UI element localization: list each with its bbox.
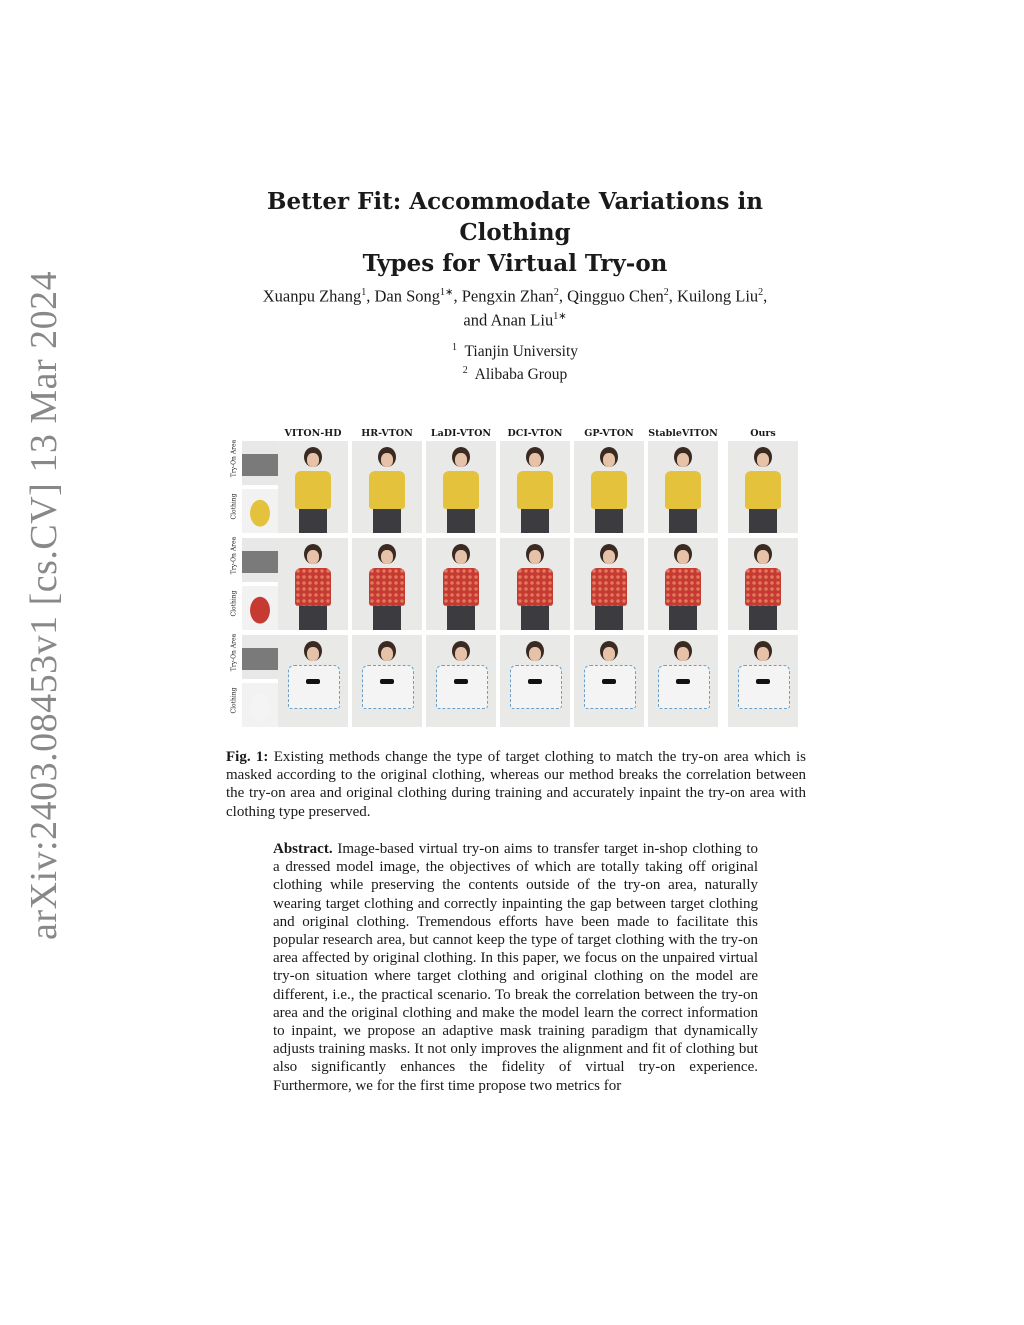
clothing-thumbnail (242, 586, 278, 630)
result-image (278, 441, 348, 533)
result-image (648, 635, 718, 727)
garment (591, 568, 627, 606)
pants (595, 509, 623, 533)
garment (436, 665, 488, 709)
model-face (307, 453, 319, 467)
pants (373, 509, 401, 533)
logo-mark (454, 679, 468, 684)
row-label: Clothing (230, 687, 238, 714)
model-face (677, 647, 689, 661)
title-line-2: Types for Virtual Try-on (362, 250, 668, 277)
model-face (455, 550, 467, 564)
affiliations (300, 338, 730, 384)
garment (745, 568, 781, 606)
row-label: Try-On Area (230, 536, 238, 575)
model-face (603, 453, 615, 467)
title-line-1: Better Fit: Accommodate Variations in Clothing (267, 188, 763, 246)
result-image (278, 538, 348, 630)
author-joiner: and (463, 310, 488, 329)
model-face (603, 647, 615, 661)
model-face (307, 647, 319, 661)
figure-caption (226, 748, 806, 821)
column-header: GP-VTON (584, 428, 634, 439)
garment (738, 665, 790, 709)
result-image (728, 635, 798, 727)
garment (517, 471, 553, 509)
result-image (574, 635, 644, 727)
caption-text: Existing methods change the type of target clothing to match the try-on area which is masked according to the original clothing, whereas our method breaks the correlation between the try-on area and original clothing during training and accurately inpaint the try-on area with clothing type preserved. (226, 749, 806, 820)
result-image (728, 441, 798, 533)
figure-1-image-grid (226, 428, 806, 731)
garment (369, 568, 405, 606)
model-face (757, 453, 769, 467)
model-face (529, 647, 541, 661)
pants (749, 606, 777, 630)
model-face (529, 550, 541, 564)
try-on-area-thumbnail (242, 635, 278, 679)
pants (299, 509, 327, 533)
pants (669, 509, 697, 533)
pants (373, 606, 401, 630)
result-image (352, 635, 422, 727)
result-image (500, 441, 570, 533)
affiliation-sup: 1 (451, 342, 457, 353)
garment (295, 471, 331, 509)
author-sup: 2 (553, 287, 559, 298)
result-image (426, 441, 496, 533)
pants (669, 606, 697, 630)
result-image (426, 538, 496, 630)
model-face (307, 550, 319, 564)
garment (443, 471, 479, 509)
model-face (455, 453, 467, 467)
pants (749, 509, 777, 533)
author-sup: 1∗ (553, 310, 567, 322)
column-header: VITON-HD (284, 428, 342, 439)
paper-title (210, 186, 820, 279)
row-label: Try-On Area (230, 439, 238, 478)
pants (521, 509, 549, 533)
result-image (426, 635, 496, 727)
result-image (278, 635, 348, 727)
affiliation (300, 361, 730, 384)
clothing-thumbnail (242, 683, 278, 727)
result-image (728, 538, 798, 630)
model-face (757, 647, 769, 661)
result-image (648, 441, 718, 533)
author: Pengxin Zhan (461, 286, 554, 306)
author: Kuilong Liu (677, 286, 759, 306)
garment (745, 471, 781, 509)
abstract-label: Abstract. (273, 841, 333, 857)
author: Xuanpu Zhang (262, 286, 362, 306)
column-header: DCI-VTON (507, 428, 563, 439)
abstract (273, 840, 758, 1095)
column-header: StableVITON (648, 428, 718, 439)
logo-mark (306, 679, 320, 684)
try-on-area-thumbnail (242, 538, 278, 582)
author-sup: 2 (758, 287, 764, 298)
clothing-thumbnail (242, 489, 278, 533)
affiliation-name: Alibaba Group (474, 366, 568, 384)
pants (595, 606, 623, 630)
model-face (603, 550, 615, 564)
logo-mark (602, 679, 616, 684)
column-header: Ours (750, 428, 776, 439)
author-list: Xuanpu Zhang$^1$, Dan Song$^{1∗}$, Pengxin Zhan$^2$, Qingguo Chen$^2$, Kuilong Liu$^2$, and Anan Liu$^{1∗}$ (262, 286, 768, 329)
model-face (381, 550, 393, 564)
garment (443, 568, 479, 606)
logo-mark (528, 679, 542, 684)
column-header: HR-VTON (361, 428, 413, 439)
logo-mark (676, 679, 690, 684)
garment (295, 568, 331, 606)
affiliation-sup: 2 (462, 365, 468, 377)
pants (447, 606, 475, 630)
arxiv-identifier: arXiv:2403.08453v1 [cs.CV] 13 Mar 2024 (23, 270, 65, 940)
result-image (500, 635, 570, 727)
garment (591, 471, 627, 509)
garment (658, 665, 710, 709)
author-sup: 1∗ (440, 287, 454, 298)
affiliation-name: Tianjin University (464, 343, 579, 361)
pants (521, 606, 549, 630)
author: Anan Liu (490, 310, 554, 329)
garment (288, 665, 340, 709)
result-image (352, 538, 422, 630)
author: Dan Song (374, 286, 441, 306)
pants (299, 606, 327, 630)
garment (665, 568, 701, 606)
result-image (574, 538, 644, 630)
garment (510, 665, 562, 709)
result-image (574, 441, 644, 533)
logo-mark (380, 679, 394, 684)
model-face (757, 550, 769, 564)
garment (369, 471, 405, 509)
caption-label: Fig. 1: (226, 749, 269, 765)
row-label: Try-On Area (230, 633, 238, 672)
model-face (529, 453, 541, 467)
garment (665, 471, 701, 509)
garment (517, 568, 553, 606)
model-face (677, 453, 689, 467)
author-sup: 1 (361, 287, 367, 298)
author-sup: 2 (663, 287, 669, 298)
model-face (677, 550, 689, 564)
row-label: Clothing (230, 493, 238, 520)
result-image (648, 538, 718, 630)
column-header: LaDI-VTON (430, 428, 492, 439)
model-face (455, 647, 467, 661)
garment (362, 665, 414, 709)
model-face (381, 453, 393, 467)
author: Qingguo Chen (567, 286, 664, 306)
try-on-area-thumbnail (242, 441, 278, 485)
logo-mark (756, 679, 770, 684)
result-image (500, 538, 570, 630)
row-label: Clothing (230, 590, 238, 617)
pants (447, 509, 475, 533)
result-image (352, 441, 422, 533)
garment (584, 665, 636, 709)
affiliation (300, 338, 730, 361)
model-face (381, 647, 393, 661)
abstract-text: Image-based virtual try-on aims to transfer target in-shop clothing to a dressed model image, the objectives of which are totally taking off original clothing while preserving the contents outside of the try-on area, naturally wearing target clothing and correctly inpainting the gap between target clothing and original clothing. Tremendous efforts have been made to facilitate this popular research area, but cannot keep the type of target clothing with the try-on area affected by original clothing. In this paper, we focus on the unpaired virtual try-on situation where target clothing and original clothing on the model are different, i.e., the practical scenario. To break the correlation between the try-on area and the original clothing and make the model learn the correct information to inpaint, we propose an adaptive mask training paradigm that dynamically adjusts training masks. It not only improves the alignment and fit of clothing but also significantly enhances the fidelity of virtual try-on experience. Furthermore, we for the first time propose two metrics for (273, 841, 758, 1094)
